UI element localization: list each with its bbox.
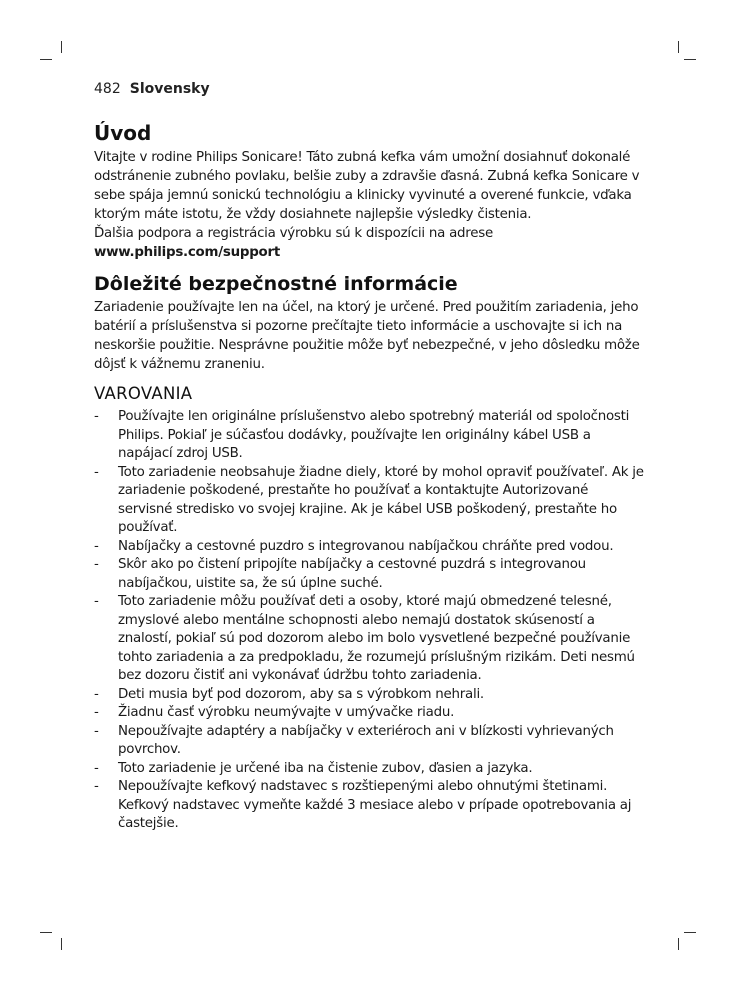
crop-mark [61, 41, 62, 53]
warning-item: - Nepoužívajte kefkový nadstavec s rozštiepenými alebo ohnutými štetinami. Kefkový nadstavec vymeňte každé 3 mesiace alebo v prípade opotrebovania aj častejšie. [94, 778, 646, 834]
warning-item: - Toto zariadenie neobsahuje žiadne diely, ktoré by mohol opraviť používateľ. Ak je zariadenie poškodené, prestaňte ho používať a kontaktujte Autorizované servisné stredisko vo svojej krajine. Ak je kábel USB poškodený, prestaňte ho používať. [94, 464, 646, 538]
crop-mark [684, 932, 696, 933]
crop-mark [678, 938, 679, 950]
warning-item: - Toto zariadenie môžu používať deti a osoby, ktoré majú obmedzené telesné, zmyslové alebo mentálne schopnosti alebo nemajú dostatok skúseností a znalostí, pokiaľ sú pod dozorom alebo im bolo vysvetlené bezpečné používanie tohto zariadenia a za predpokladu, že rozumejú príslušným rizikám. Deti nesmú bez dozoru čistiť ani vykonávať údržbu tohto zariadenia. [94, 593, 646, 686]
page-number: 482 [94, 81, 121, 97]
warning-item: - Používajte len originálne príslušenstvo alebo spotrebný materiál od spoločnosti Philips. Pokiaľ je súčasťou dodávky, používajte len originálny kábel USB a napájací zdroj USB. [94, 408, 646, 464]
crop-mark [40, 932, 52, 933]
warning-item: - Nepoužívajte adaptéry a nabíjačky v exteriéroch ani v blízkosti vyhrievaných povrchov. [94, 723, 646, 760]
crop-mark [684, 59, 696, 60]
safety-paragraph: Zariadenie používajte len na účel, na ktorý je určené. Pred použitím zariadenia, jeho batérií a príslušenstva si pozorne prečítajte tieto informácie a uschovajte si ich na neskoršie použitie. Nesprávne použitie môže byť nebezpečné, v jeho dôsledku môže dôjsť k vážnemu zraneniu. [94, 300, 640, 372]
warning-item: - Deti musia byť pod dozorom, aby sa s výrobkom nehrali. [94, 686, 646, 705]
support-link[interactable]: www.philips.com/support [94, 245, 280, 260]
support-text: Ďalšia podpora a registrácia výrobku sú k dispozícii na adrese [94, 226, 493, 241]
warning-item: - Nabíjačky a cestovné puzdro s integrovanou nabíjačkou chráňte pred vodou. [94, 538, 646, 557]
page-content [94, 118, 646, 834]
warning-item: - Žiadnu časť výrobku neumývajte v umývačke riadu. [94, 704, 646, 723]
crop-mark [678, 41, 679, 53]
warning-item: - Skôr ako po čistení pripojíte nabíjačky a cestovné puzdrá s integrovanou nabíjačkou, uistite sa, že sú úplne suché. [94, 556, 646, 593]
intro-paragraph: Vitajte v rodine Philips Sonicare! Táto zubná kefka vám umožní dosiahnuť dokonalé odstránenie zubného povlaku, belšie zuby a zdravšie ďasná. Zubná kefka Sonicare v sebe spája jemnú sonickú technológiu a klinicky vyvinuté a overené funkcie, vďaka ktorým máte istotu, že vždy dosiahnete najlepšie výsledky čistenia. [94, 150, 640, 222]
crop-mark [61, 938, 62, 950]
page-header [94, 81, 210, 97]
warnings-heading: VAROVANIA [94, 384, 193, 403]
safety-heading: Dôležité bezpečnostné informácie [94, 273, 458, 295]
crop-mark [40, 59, 52, 60]
intro-heading: Úvod [94, 121, 152, 145]
page-language: Slovensky [129, 81, 210, 97]
warning-item: - Toto zariadenie je určené iba na čistenie zubov, ďasien a jazyka. [94, 760, 646, 779]
warnings-list [94, 408, 646, 834]
